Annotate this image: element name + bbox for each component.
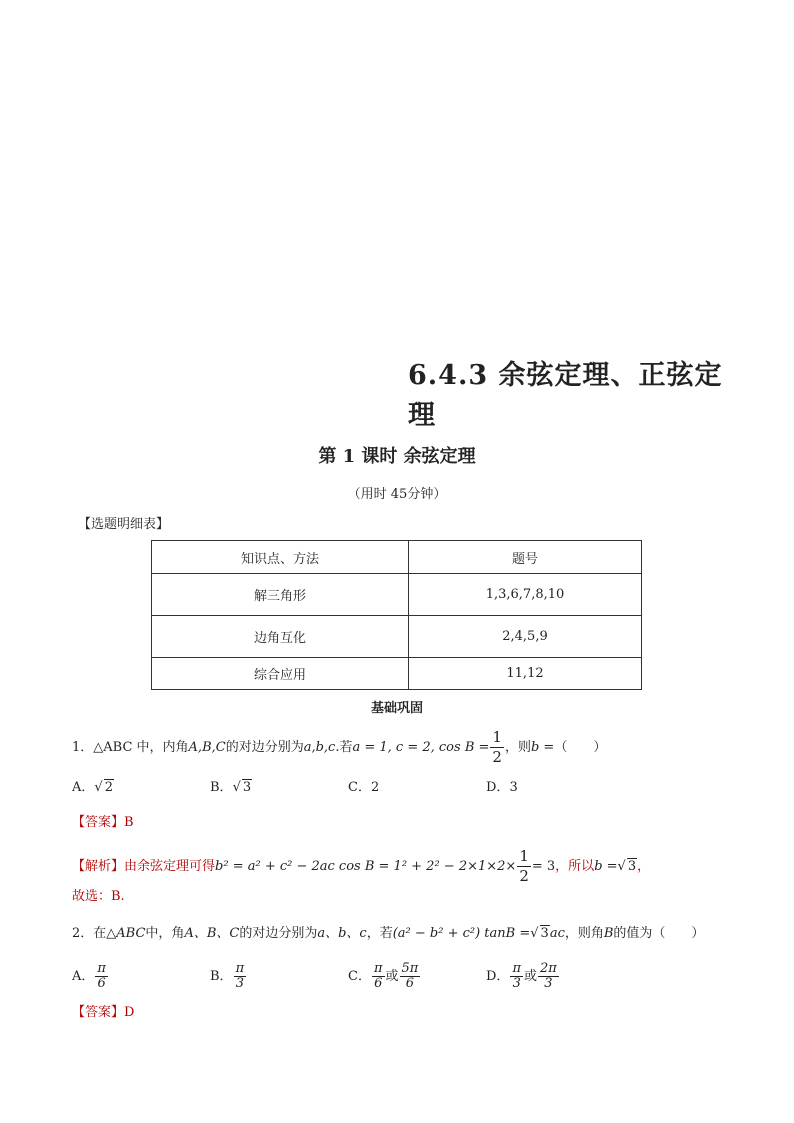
question-number: 1． [72,740,94,755]
page-title: 6.4.3 余弦定理、正弦定理 [408,360,723,431]
table-cell: 解三角形 [152,574,409,616]
option-c: C． $\frac{\pi}{6}$ 或 $\frac{5\pi}{6}$ [348,961,419,991]
lesson-subtitle: 第 1 课时 余弦定理 [318,446,476,467]
answer-2 [72,1002,134,1024]
table-header: 知识点、方法 [152,541,409,574]
table-caption: 【选题明细表】 [78,517,170,532]
answer-tag: 【答案】 [72,815,125,830]
table-row [152,574,642,616]
fraction: $\frac{2\pi}{3}$ [540,961,557,991]
fraction: $\frac{\pi}{3}$ [235,961,245,991]
table-header-row [152,541,642,574]
analysis-1: 【解析】由余弦定理可得b² = a² + c² − 2ac cos B = 1² + 2² − 2×1×2× $\frac{1}{2}$ = 3，所以b =√ 3， [72,847,651,885]
table-row [152,616,642,658]
sqrt-symbol: √ 3 [617,859,637,874]
option-a: A． $\frac{\pi}{6}$ [72,961,106,991]
fraction: $\frac{5\pi}{6}$ [401,961,419,991]
table-cell: 2,4,5,9 [409,616,642,658]
answer-value: D [124,1005,135,1020]
question-1: 1．△ABC 中，内角A,B,C的对边分别为a,b,c.若a = 1, c = 2, cos B = $\frac{1}{2}$ ，则b =（ ） [72,728,607,766]
question-number: 2．在 [72,926,107,941]
analysis-tag: 【解析】 [72,859,125,874]
option-a: A．√ 2 [72,780,113,795]
table-cell: 11,12 [409,658,642,690]
table-header: 题号 [409,541,642,574]
sqrt-symbol: √ 2 [94,780,113,795]
answer-value: B [124,815,134,830]
option-b: B．√ 3 [210,780,252,795]
fraction: $\frac{1}{2}$ [492,728,502,766]
question-2: 2．在△ABC中，角A、B、C的对边分别为a、b、c，若(a² − b² + c²) tanB =√ 3ac，则角B的值为（ ） [72,923,704,945]
time-note: （用时 45分钟） [347,487,447,502]
option-b: B． $\frac{\pi}{3}$ [210,961,245,991]
fraction: $\frac{\pi}{3}$ [512,961,521,991]
table-cell: 综合应用 [152,658,409,690]
sqrt-symbol: √ 3 [232,780,252,795]
option-d: D．3 [486,780,518,795]
analysis-conclusion: 故选：B. [72,889,125,904]
table-cell: 1,3,6,7,8,10 [409,574,642,616]
sqrt-symbol: √ 3 [530,926,549,941]
option-d: D． $\frac{\pi}{3}$ 或 $\frac{2\pi}{3}$ [486,961,557,991]
fraction: $\frac{\pi}{6}$ [373,961,383,991]
answer-1 [72,812,134,834]
fraction: $\frac{\pi}{6}$ [97,961,106,991]
option-c: C．2 [348,780,380,795]
table-row [152,658,642,690]
section-title: 基础巩固 [370,701,423,716]
knowledge-table [151,540,642,690]
table-cell: 边角互化 [152,616,409,658]
answer-tag: 【答案】 [72,1005,125,1020]
fraction: $\frac{1}{2}$ [519,847,529,885]
